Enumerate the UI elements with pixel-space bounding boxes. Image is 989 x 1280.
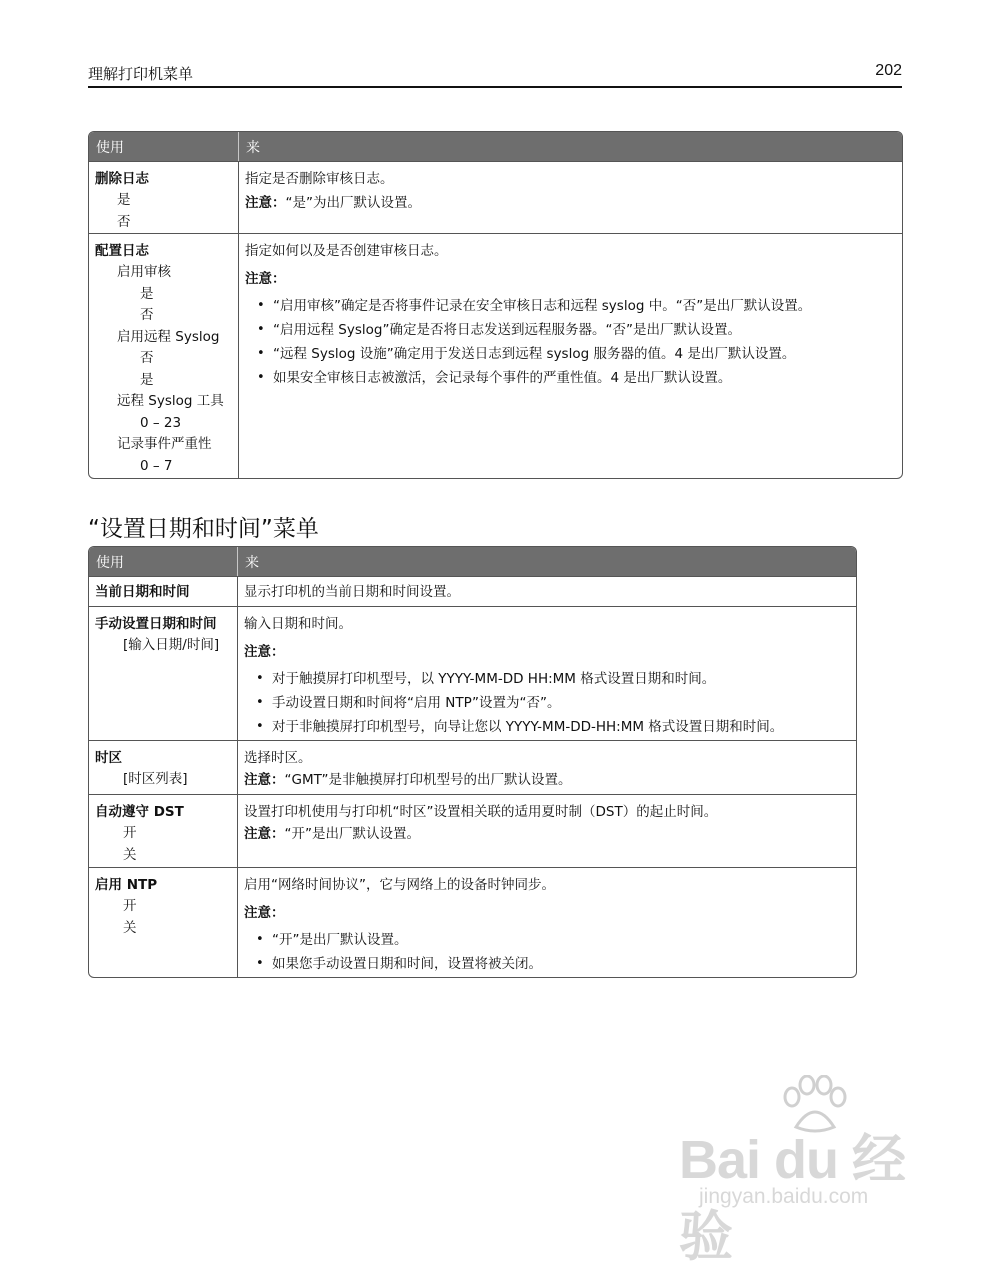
option-value: [时区列表] <box>123 771 188 787</box>
note-text: “GMT”是非触摸屏打印机型号的出厂默认设置。 <box>284 772 572 788</box>
description-text: 显示打印机的当前日期和时间设置。 <box>244 584 460 600</box>
note-line <box>245 192 896 214</box>
option-value: 是 <box>117 192 131 208</box>
option-value: 否 <box>140 307 154 323</box>
description-text: 选择时区。 <box>244 750 312 766</box>
option-value: 远程 Syslog 工具 <box>117 393 224 409</box>
option-value: 0 – 7 <box>140 457 173 474</box>
table-row <box>89 606 856 740</box>
note-line <box>244 769 850 791</box>
page-header <box>88 60 902 88</box>
option-value: 否 <box>140 350 154 366</box>
menu-item-cell <box>89 577 238 606</box>
bullet-icon: • <box>256 671 264 686</box>
description-text: 启用“网络时间协议”，它与网络上的设备时钟同步。 <box>244 877 555 893</box>
description-cell <box>238 741 856 794</box>
menu-item-cell <box>89 162 239 233</box>
menu-item-cell <box>89 741 238 794</box>
column-header-use: 使用 <box>89 132 239 161</box>
note-list <box>244 930 850 974</box>
list-item: • “远程 Syslog 设施”确定用于发送日志到远程 syslog 服务器的值。4 是出厂默认设置。 <box>257 346 796 362</box>
audit-log-table <box>88 131 903 479</box>
menu-item-cell <box>89 795 238 867</box>
list-item: • 对于触摸屏打印机型号，以 YYYY-MM-DD HH:MM 格式设置日期和时间。 <box>256 671 716 687</box>
description-text: 输入日期和时间。 <box>244 616 352 632</box>
column-header-to: 来 <box>246 140 260 156</box>
note-label: 注意： <box>245 271 286 287</box>
description-text: 指定如何以及是否创建审核日志。 <box>245 243 448 259</box>
bullet-icon: • <box>257 298 265 313</box>
option-value: 记录事件严重性 <box>117 436 212 452</box>
table-header <box>89 547 856 576</box>
column-header-use: 使用 <box>89 547 238 576</box>
option-value: 启用审核 <box>117 264 171 280</box>
menu-item-label: 配置日志 <box>95 243 149 259</box>
date-time-table <box>88 546 857 978</box>
bullet-icon: • <box>257 370 265 385</box>
menu-item-label: 删除日志 <box>95 171 149 187</box>
option-value: [输入日期/时间] <box>123 637 220 653</box>
note-label: 注意： <box>245 195 286 211</box>
option-value: 是 <box>140 371 154 388</box>
note-label: 注意： <box>244 826 285 842</box>
description-text: 指定是否删除审核日志。 <box>245 171 394 187</box>
section-heading: “设置日期和时间”菜单 <box>88 516 319 542</box>
bullet-icon: • <box>257 346 265 361</box>
description-cell <box>238 577 856 606</box>
bullet-icon: • <box>257 322 265 337</box>
description-cell <box>238 607 856 740</box>
bullet-icon: • <box>256 956 264 971</box>
option-value: 开 <box>123 825 137 841</box>
watermark-brand: Bai du 经验 <box>679 1130 906 1267</box>
note-label: 注意： <box>244 772 285 788</box>
menu-item-cell <box>89 607 238 740</box>
note-list <box>245 296 896 388</box>
note-label: 注意： <box>244 644 285 660</box>
option-value: 0 – 23 <box>140 414 182 431</box>
table-row <box>89 233 902 478</box>
list-item: • 手动设置日期和时间将“启用 NTP”设置为“否”。 <box>256 695 561 711</box>
note-text: “是”为出厂默认设置。 <box>285 195 421 211</box>
table-row <box>89 867 856 977</box>
list-item: • 对于非触摸屏打印机型号，向导让您以 YYYY-MM-DD-HH:MM 格式设置日期和时间。 <box>256 719 784 735</box>
description-cell <box>238 868 856 977</box>
column-header-to: 来 <box>245 555 259 571</box>
note-list <box>244 669 850 737</box>
bullet-icon: • <box>256 719 264 734</box>
table-row <box>89 161 902 233</box>
option-value: 启用远程 Syslog <box>117 328 220 345</box>
table-row <box>89 794 856 867</box>
description-cell <box>239 234 902 478</box>
description-cell <box>239 162 902 233</box>
option-value: 否 <box>117 213 131 230</box>
table-row <box>89 576 856 606</box>
menu-item-label: 手动设置日期和时间 <box>95 616 217 632</box>
watermark-url: jingyan.baidu.com <box>699 1185 869 1208</box>
menu-item-cell <box>89 234 239 478</box>
option-value: 关 <box>123 919 137 936</box>
description-cell <box>238 795 856 867</box>
list-item: • “启用远程 Syslog”确定是否将日志发送到远程服务器。“否”是出厂默认设置。 <box>257 322 741 338</box>
bullet-icon: • <box>256 695 264 710</box>
note-label: 注意： <box>244 905 285 921</box>
description-text: 设置打印机使用与打印机“时区”设置相关联的适用夏时制（DST）的起止时间。 <box>244 804 718 820</box>
menu-item-label: 当前日期和时间 <box>95 584 190 600</box>
menu-item-label: 启用 NTP <box>95 877 158 893</box>
menu-item-label: 自动遵守 DST <box>95 804 184 820</box>
page-number: 202 <box>875 62 902 79</box>
note-line <box>244 823 850 845</box>
option-value: 关 <box>123 846 137 863</box>
bullet-icon: • <box>256 932 264 947</box>
list-item: • 如果您手动设置日期和时间，设置将被关闭。 <box>256 956 542 972</box>
table-header <box>89 132 902 161</box>
note-text: “开”是出厂默认设置。 <box>284 826 420 842</box>
option-value: 是 <box>140 285 154 302</box>
menu-item-label: 时区 <box>95 750 122 766</box>
table-row <box>89 740 856 794</box>
list-item: • “启用审核”确定是否将事件记录在安全审核日志和远程 syslog 中。“否”是出厂默认设置。 <box>257 298 812 314</box>
watermark <box>679 1075 929 1267</box>
page-header-title: 理解打印机菜单 <box>88 65 194 83</box>
list-item: • “开”是出厂默认设置。 <box>256 932 408 948</box>
option-value: 开 <box>123 898 137 914</box>
menu-item-cell <box>89 868 238 977</box>
list-item: • 如果安全审核日志被激活，会记录每个事件的严重性值。4 是出厂默认设置。 <box>257 370 732 386</box>
